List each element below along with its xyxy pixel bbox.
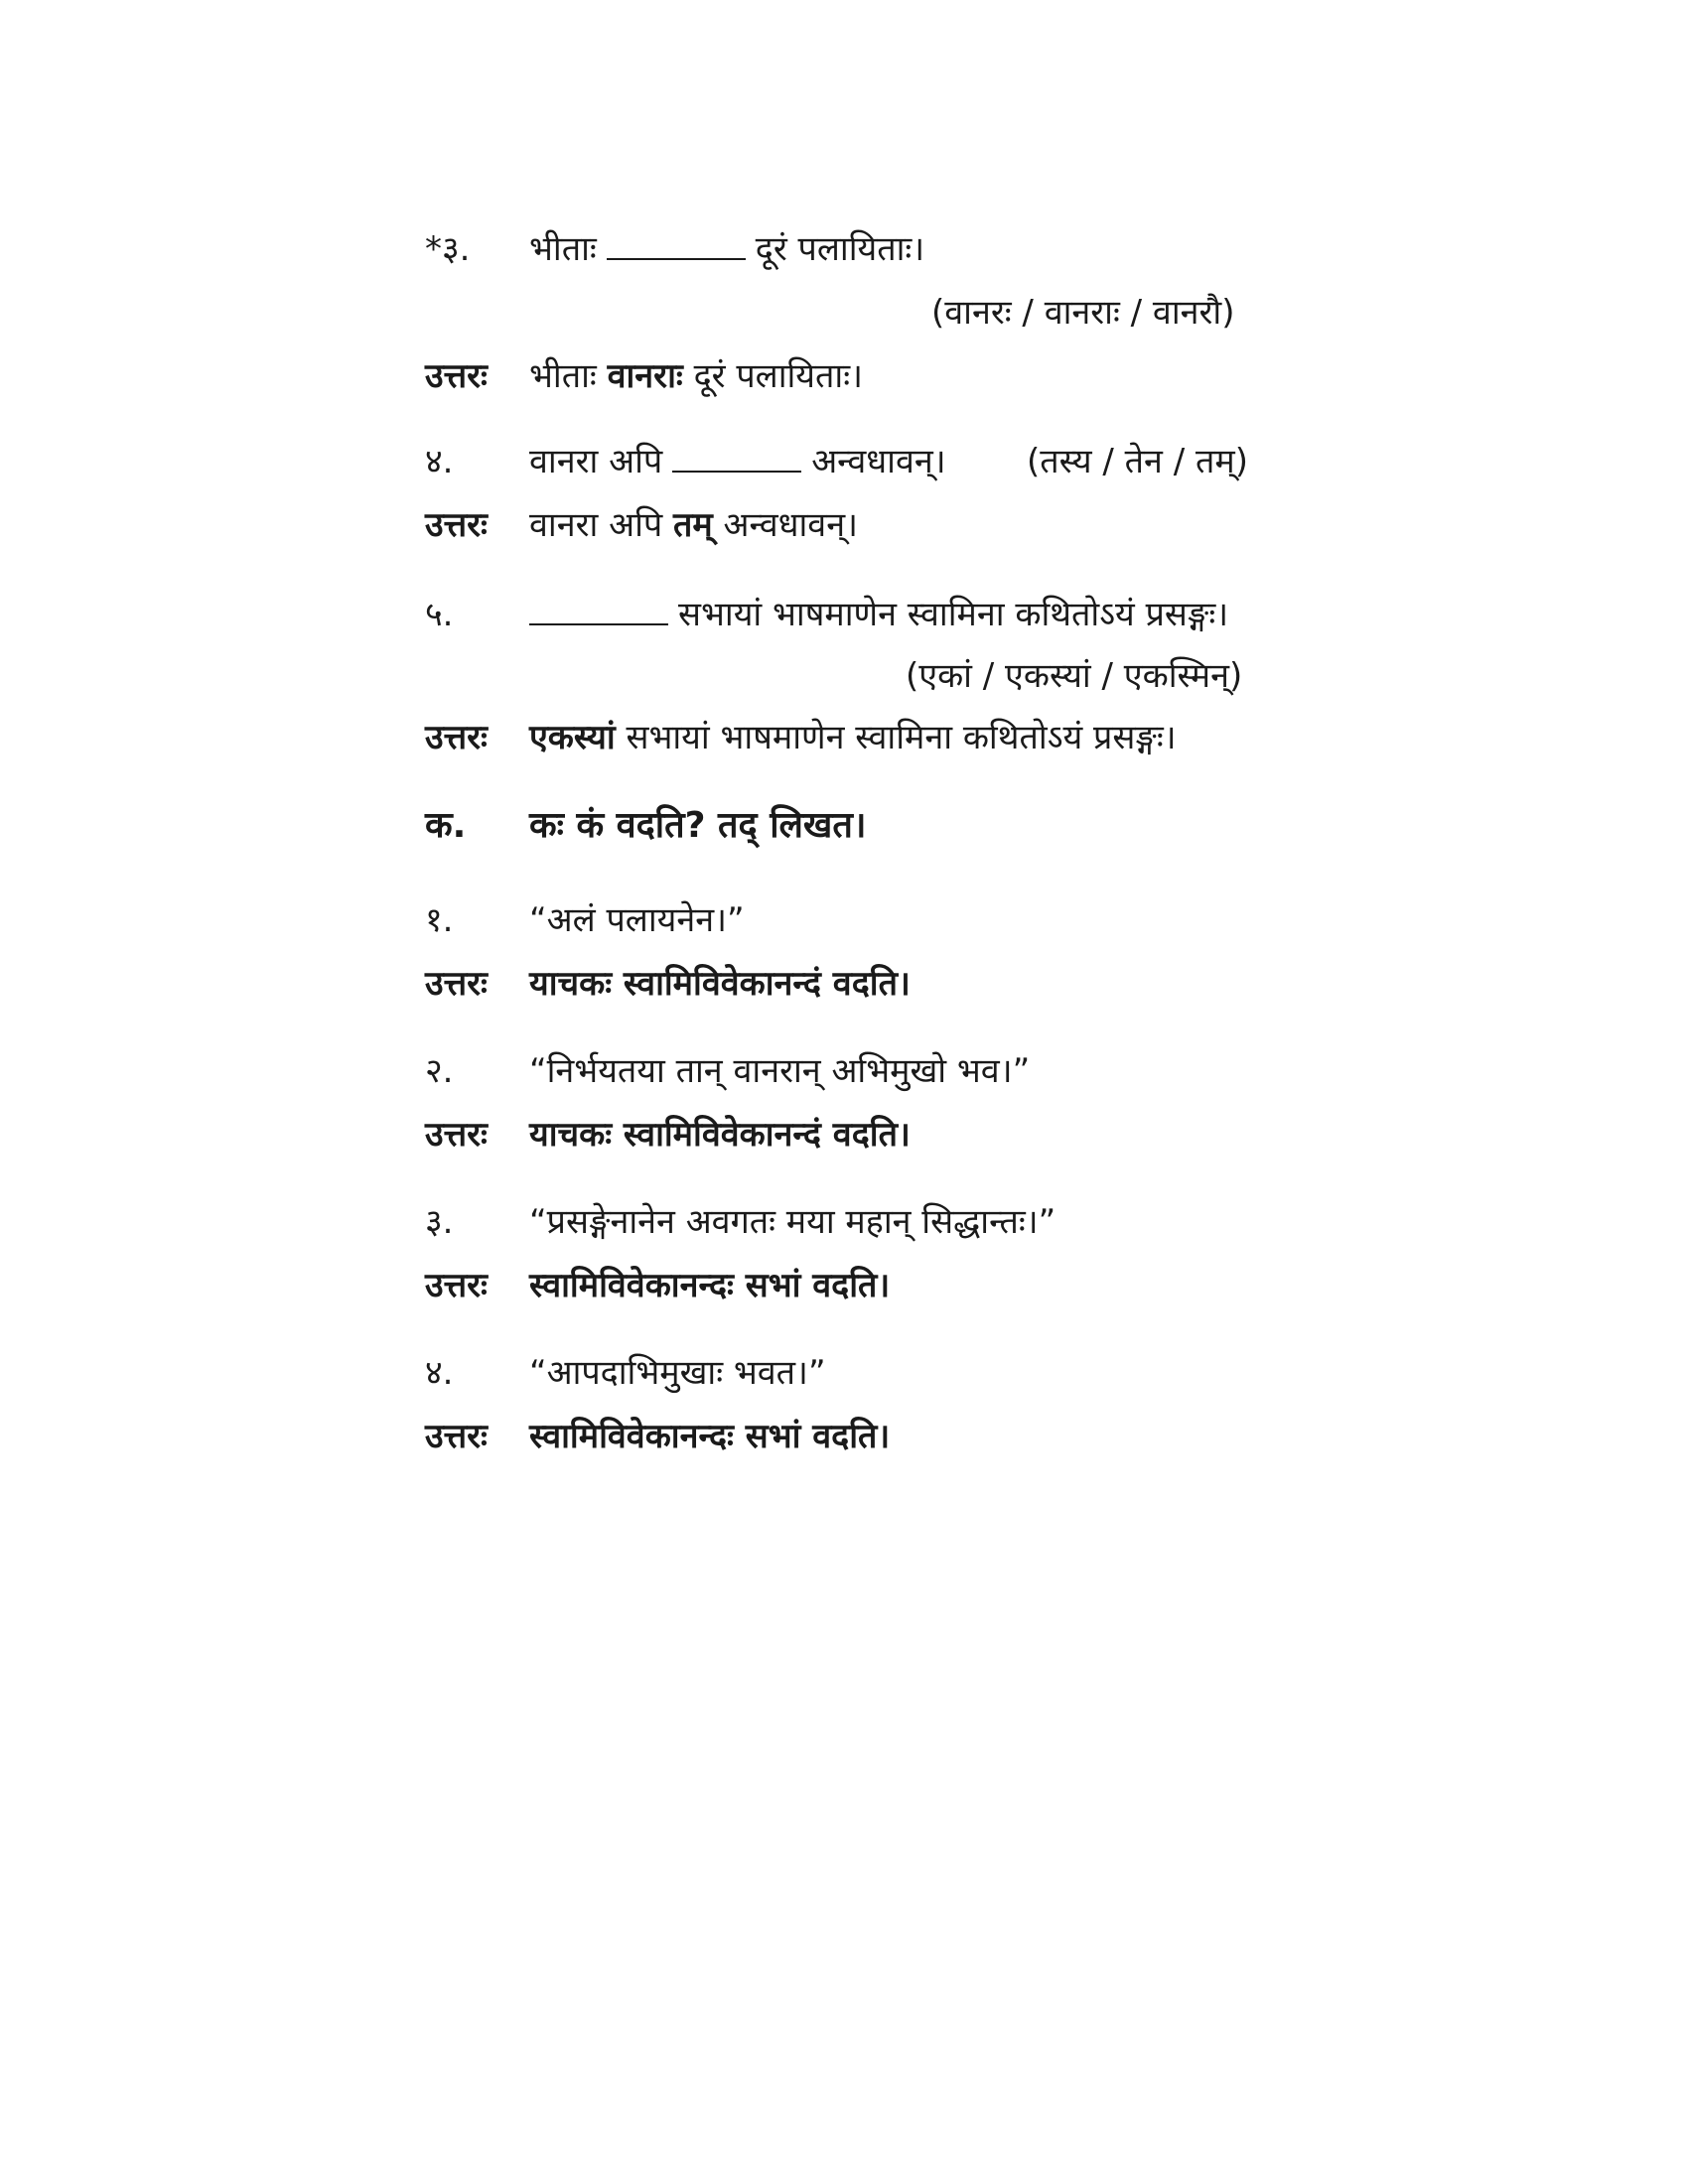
question-text [529,226,924,272]
answer-options: (वानरः / वानराः / वानरौ) [931,293,1235,333]
answer-label: उत्तरः [425,356,488,396]
section-label: क. [425,805,467,846]
answer-options: (एकां / एकस्यां / एकस्मिन्) [906,656,1243,696]
answer-label: उत्तरः [425,1115,488,1155]
answer-text: स्वामिविवेकानन्दः सभां वदति। [529,1417,891,1456]
answer-word: तम् [673,505,713,545]
question-number: ३. [425,1202,454,1242]
answer-text: याचकः स्वामिविवेकानन्दं वदति। [529,1115,911,1155]
section-heading: कः कं वदति? तद् लिखत। [529,805,867,846]
question-text-before: वानरा अपि [529,442,663,481]
question-number: ४. [425,1353,454,1393]
answer-text [529,353,863,399]
question-text [529,439,946,484]
answer-label: उत्तरः [425,964,488,1004]
answer-word: एकस्यां [529,718,616,757]
answer-label: उत्तरः [425,1417,488,1456]
quote-text: “प्रसङ्गेनानेन अवगतः मया महान् सिद्धान्तः।” [529,1202,1056,1242]
quote-text: “आपदाभिमुखाः भवत।” [529,1353,826,1393]
question-number: २. [425,1051,454,1091]
fill-blank[interactable] [607,228,746,260]
answer-text-after: अन्वधावन्। [723,505,858,545]
fill-blank[interactable] [672,441,801,473]
answer-options: (तस्य / तेन / तम्) [1027,442,1248,481]
answer-text: स्वामिविवेकानन्दः सभां वदति। [529,1266,891,1305]
question-number: ४. [425,442,454,481]
answer-text-before: भीताः [529,356,597,396]
quote-text: “अलं पलायनेन।” [529,900,745,940]
answer-text [529,502,858,548]
question-text-after: दूरं पलायिताः। [755,229,925,269]
answer-text [529,715,1177,760]
answer-text-after: सभायां भाषमाणेन स्वामिना कथितोऽयं प्रसङ्गः। [626,718,1177,757]
answer-label: उत्तरः [425,718,488,757]
fill-blank[interactable] [529,594,668,625]
question-text-before: भीताः [529,229,597,269]
answer-text-before: वानरा अपि [529,505,663,545]
question-number: ५. [425,595,454,634]
question-text-after: सभायां भाषमाणेन स्वामिना कथितोऽयं प्रसङ्गः। [678,595,1229,634]
question-text-after: अन्वधावन्। [811,442,946,481]
question-text [529,592,1228,637]
answer-text-after: दूरं पलायिताः। [693,356,863,396]
question-number: *३. [425,229,471,269]
quote-text: “निर्भयतया तान् वानरान् अभिमुखो भव।” [529,1051,1031,1091]
answer-word: वानराः [607,356,683,396]
question-number: १. [425,900,454,940]
answer-label: उत्तरः [425,505,488,545]
answer-label: उत्तरः [425,1266,488,1305]
answer-text: याचकः स्वामिविवेकानन्दं वदति। [529,964,911,1004]
